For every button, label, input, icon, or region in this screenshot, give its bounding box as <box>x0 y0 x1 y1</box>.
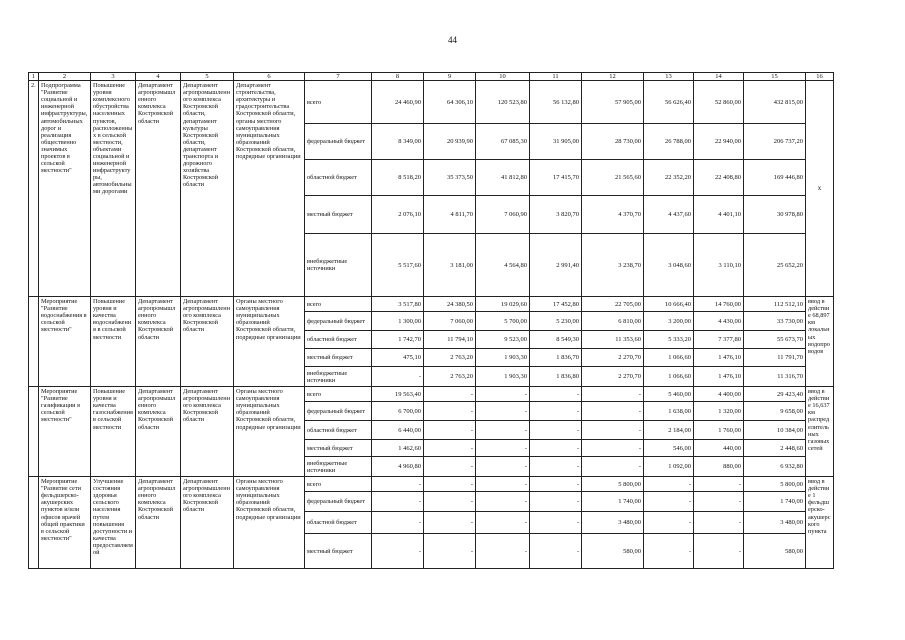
amount-cell: 31 905,00 <box>530 124 582 160</box>
funding-source: внебюджетные источники <box>305 234 372 297</box>
amount-cell: - <box>476 534 530 569</box>
co-executor: Департамент агропромышленного комплекса Костромской области, департамент культуры Костромской области, департамент транспорта и дорожного хозяйства Костромской области <box>181 81 234 297</box>
amount-cell: 2 448,60 <box>744 440 806 457</box>
amount-cell: 1 740,00 <box>744 492 806 512</box>
responsible-executor: Департамент агропромышленного комплекса Костромской области <box>136 297 181 387</box>
amount-cell: 33 730,00 <box>744 312 806 331</box>
row-number <box>29 387 39 477</box>
amount-cell: 5 800,00 <box>582 477 644 492</box>
amount-cell: 22 408,80 <box>694 160 744 196</box>
amount-cell: 580,00 <box>744 534 806 569</box>
funding-source: федеральный бюджет <box>305 124 372 160</box>
amount-cell: 10 666,40 <box>644 297 694 312</box>
amount-cell: 19 029,60 <box>476 297 530 312</box>
amount-cell: - <box>424 387 476 402</box>
amount-cell: - <box>582 421 644 440</box>
amount-cell: 67 085,30 <box>476 124 530 160</box>
participants: Органы местного самоуправления муниципальных образований Костромской области, подрядные организации <box>234 297 305 387</box>
funding-source: внебюджетные источники <box>305 367 372 387</box>
responsible-executor: Департамент агропромышленного комплекса Костромской области <box>136 81 181 297</box>
amount-cell: 30 978,80 <box>744 196 806 234</box>
amount-cell: - <box>694 512 744 534</box>
amount-cell: 2 184,00 <box>644 421 694 440</box>
amount-cell: 28 730,00 <box>582 124 644 160</box>
amount-cell: 57 905,00 <box>582 81 644 124</box>
amount-cell: 1 300,00 <box>372 312 424 331</box>
amount-cell: 4 960,80 <box>372 457 424 477</box>
amount-cell: 1 760,00 <box>694 421 744 440</box>
amount-cell: 1 066,60 <box>644 349 694 367</box>
amount-cell: 8 549,30 <box>530 331 582 349</box>
funding-source: внебюджетные источники <box>305 457 372 477</box>
amount-cell: 7 377,80 <box>694 331 744 349</box>
funding-source: федеральный бюджет <box>305 312 372 331</box>
amount-cell: - <box>530 402 582 421</box>
amount-cell: 3 480,00 <box>744 512 806 534</box>
amount-cell: 112 512,10 <box>744 297 806 312</box>
amount-cell: - <box>476 477 530 492</box>
participants: Органы местного самоуправления муниципальных образований Костромской области, подрядные организации <box>234 477 305 569</box>
amount-cell: 1 320,00 <box>694 402 744 421</box>
funding-source: местный бюджет <box>305 534 372 569</box>
amount-cell: 8 518,20 <box>372 160 424 196</box>
amount-cell: 580,00 <box>582 534 644 569</box>
amount-cell: 5 230,00 <box>530 312 582 331</box>
responsible-executor: Департамент агропромышленного комплекса Костромской области <box>136 477 181 569</box>
amount-cell: 2 763,20 <box>424 349 476 367</box>
amount-cell: 3 200,00 <box>644 312 694 331</box>
funding-source: местный бюджет <box>305 349 372 367</box>
amount-cell: 2 076,10 <box>372 196 424 234</box>
amount-cell: - <box>694 492 744 512</box>
amount-cell: 11 794,10 <box>424 331 476 349</box>
amount-cell: 5 460,00 <box>644 387 694 402</box>
amount-cell: 11 316,70 <box>744 367 806 387</box>
column-header-7: 7 <box>305 73 372 81</box>
amount-cell: 24 380,50 <box>424 297 476 312</box>
amount-cell: 52 860,00 <box>694 81 744 124</box>
amount-cell: 22 705,00 <box>582 297 644 312</box>
amount-cell: 880,00 <box>694 457 744 477</box>
row-number <box>29 297 39 387</box>
amount-cell: 22 940,00 <box>694 124 744 160</box>
program-name: Мероприятие "Развитие сети фельдшерско-акушерских пунктов и/или офисов врачей общей практики в сельской местности" <box>39 477 91 569</box>
amount-cell: 22 352,20 <box>644 160 694 196</box>
funding-source: федеральный бюджет <box>305 402 372 421</box>
header-row <box>29 73 834 81</box>
co-executor: Департамент агропромышленного комплекса Костромской области <box>181 387 234 477</box>
column-header-6: 6 <box>234 73 305 81</box>
table-row <box>29 297 834 312</box>
amount-cell: 1 740,00 <box>582 492 644 512</box>
amount-cell: 6 932,80 <box>744 457 806 477</box>
program-goal: Улучшение состояния здоровья сельского населения путем повышения доступности и качества предоставляемой <box>91 477 136 569</box>
column-header-3: 3 <box>91 73 136 81</box>
amount-cell: - <box>530 477 582 492</box>
amount-cell: 6 440,00 <box>372 421 424 440</box>
column-header-2: 2 <box>39 73 91 81</box>
amount-cell: - <box>424 457 476 477</box>
amount-cell: 1 092,00 <box>644 457 694 477</box>
amount-cell: 19 563,40 <box>372 387 424 402</box>
amount-cell: 11 353,60 <box>582 331 644 349</box>
amount-cell: - <box>476 512 530 534</box>
amount-cell: 1 462,60 <box>372 440 424 457</box>
amount-cell: 1 903,30 <box>476 349 530 367</box>
column-header-14: 14 <box>694 73 744 81</box>
participants: Департамент строительства, архитектуры и градостроительства Костромской области, органы местного самоуправления муниципальных образований Костромской области, подрядные организации <box>234 81 305 297</box>
amount-cell: 5 333,20 <box>644 331 694 349</box>
amount-cell: 3 238,70 <box>582 234 644 297</box>
funding-source: областной бюджет <box>305 512 372 534</box>
amount-cell: 546,00 <box>644 440 694 457</box>
amount-cell: 17 452,80 <box>530 297 582 312</box>
amount-cell: - <box>424 477 476 492</box>
amount-cell: - <box>530 387 582 402</box>
program-name: Мероприятие "Развитие газификации в сельской местности" <box>39 387 91 477</box>
amount-cell: - <box>530 492 582 512</box>
column-header-1: 1 <box>29 73 39 81</box>
amount-cell: 440,00 <box>694 440 744 457</box>
amount-cell: 7 060,90 <box>476 196 530 234</box>
responsible-executor: Департамент агропромышленного комплекса Костромской области <box>136 387 181 477</box>
program-goal: Повышение уровня и качества водоснабжения в сельской местности <box>91 297 136 387</box>
amount-cell: 6 810,00 <box>582 312 644 331</box>
budget-table <box>28 72 834 569</box>
amount-cell: - <box>644 534 694 569</box>
table-row <box>29 81 834 124</box>
amount-cell: 3 820,70 <box>530 196 582 234</box>
column-header-15: 15 <box>744 73 806 81</box>
amount-cell: 120 523,80 <box>476 81 530 124</box>
column-header-12: 12 <box>582 73 644 81</box>
amount-cell: - <box>582 387 644 402</box>
amount-cell: 1 476,10 <box>694 349 744 367</box>
amount-cell: 1 476,10 <box>694 367 744 387</box>
amount-cell: 21 565,60 <box>582 160 644 196</box>
amount-cell: - <box>476 402 530 421</box>
amount-cell: 169 446,80 <box>744 160 806 196</box>
row-number <box>29 477 39 569</box>
amount-cell: 4 370,70 <box>582 196 644 234</box>
funding-source: областной бюджет <box>305 160 372 196</box>
amount-cell: - <box>694 477 744 492</box>
amount-cell: 4 430,00 <box>694 312 744 331</box>
column-header-16: 16 <box>806 73 834 81</box>
amount-cell: 20 939,90 <box>424 124 476 160</box>
amount-cell: - <box>476 387 530 402</box>
amount-cell: - <box>644 477 694 492</box>
column-header-4: 4 <box>136 73 181 81</box>
amount-cell: 25 652,20 <box>744 234 806 297</box>
amount-cell: 56 132,80 <box>530 81 582 124</box>
column-header-5: 5 <box>181 73 234 81</box>
funding-source: федеральный бюджет <box>305 492 372 512</box>
funding-source: всего <box>305 297 372 312</box>
amount-cell: 2 763,20 <box>424 367 476 387</box>
amount-cell: 64 306,10 <box>424 81 476 124</box>
amount-cell: 4 811,70 <box>424 196 476 234</box>
amount-cell: - <box>582 402 644 421</box>
column-header-8: 8 <box>372 73 424 81</box>
column-header-11: 11 <box>530 73 582 81</box>
funding-source: всего <box>305 81 372 124</box>
amount-cell: 3 517,80 <box>372 297 424 312</box>
amount-cell: 4 400,00 <box>694 387 744 402</box>
amount-cell: - <box>476 440 530 457</box>
amount-cell: - <box>424 512 476 534</box>
column-header-10: 10 <box>476 73 530 81</box>
amount-cell: 56 626,40 <box>644 81 694 124</box>
amount-cell: - <box>424 440 476 457</box>
table-row <box>29 387 834 402</box>
amount-cell: 1 742,70 <box>372 331 424 349</box>
amount-cell: 3 048,60 <box>644 234 694 297</box>
amount-cell: - <box>582 440 644 457</box>
amount-cell: 11 791,70 <box>744 349 806 367</box>
funding-source: областной бюджет <box>305 331 372 349</box>
amount-cell: 24 460,90 <box>372 81 424 124</box>
expected-result: ввод в действие 16,637 км распределительных газовых сетей <box>806 387 834 477</box>
amount-cell: - <box>582 457 644 477</box>
co-executor: Департамент агропромышленного комплекса Костромской области <box>181 297 234 387</box>
amount-cell: 55 673,70 <box>744 331 806 349</box>
amount-cell: 4 401,10 <box>694 196 744 234</box>
amount-cell: 10 384,00 <box>744 421 806 440</box>
program-goal: Повышение уровня комплексного обустройства населенных пунктов, расположенных в сельской местности, объектами социальной и инженерной инфраструктуры, автомобильными дорогами <box>91 81 136 297</box>
amount-cell: 29 423,40 <box>744 387 806 402</box>
amount-cell: - <box>530 457 582 477</box>
amount-cell: 3 181,00 <box>424 234 476 297</box>
amount-cell: 41 812,80 <box>476 160 530 196</box>
amount-cell: - <box>424 421 476 440</box>
page-number: 44 <box>448 35 457 45</box>
expected-result: ввод в действие 1 фельдшерско-акушерского пункта <box>806 477 834 569</box>
amount-cell: 9 523,00 <box>476 331 530 349</box>
participants: Органы местного самоуправления муниципальных образований Костромской области, подрядные организации <box>234 387 305 477</box>
amount-cell: 3 110,10 <box>694 234 744 297</box>
amount-cell: - <box>644 512 694 534</box>
funding-source: областной бюджет <box>305 421 372 440</box>
amount-cell: 3 480,00 <box>582 512 644 534</box>
funding-source: местный бюджет <box>305 196 372 234</box>
amount-cell: - <box>424 492 476 512</box>
amount-cell: - <box>476 492 530 512</box>
amount-cell: - <box>530 421 582 440</box>
amount-cell: 35 373,50 <box>424 160 476 196</box>
expected-result: ввод в действие 68,897 км локальных водопроводов <box>806 297 834 387</box>
funding-source: всего <box>305 387 372 402</box>
amount-cell: 2 991,40 <box>530 234 582 297</box>
funding-source: всего <box>305 477 372 492</box>
amount-cell: 1 066,60 <box>644 367 694 387</box>
amount-cell: 4 564,80 <box>476 234 530 297</box>
amount-cell: 9 658,00 <box>744 402 806 421</box>
amount-cell: 2 270,70 <box>582 349 644 367</box>
amount-cell: 17 415,70 <box>530 160 582 196</box>
amount-cell: 1 836,70 <box>530 349 582 367</box>
amount-cell: 14 760,00 <box>694 297 744 312</box>
amount-cell: 7 060,00 <box>424 312 476 331</box>
table-row <box>29 477 834 492</box>
amount-cell: - <box>476 457 530 477</box>
amount-cell: 8 349,00 <box>372 124 424 160</box>
expected-result: х <box>806 81 834 297</box>
amount-cell: - <box>372 367 424 387</box>
amount-cell: 5 517,60 <box>372 234 424 297</box>
amount-cell: 432 815,00 <box>744 81 806 124</box>
amount-cell: 1 638,00 <box>644 402 694 421</box>
amount-cell: - <box>372 492 424 512</box>
amount-cell: - <box>424 402 476 421</box>
amount-cell: - <box>372 512 424 534</box>
amount-cell: - <box>644 492 694 512</box>
amount-cell: - <box>530 534 582 569</box>
program-goal: Повышение уровня и качества газоснабжения в сельской местности <box>91 387 136 477</box>
amount-cell: 26 788,00 <box>644 124 694 160</box>
amount-cell: 6 700,00 <box>372 402 424 421</box>
amount-cell: - <box>372 477 424 492</box>
amount-cell: - <box>372 534 424 569</box>
amount-cell: 5 800,00 <box>744 477 806 492</box>
program-name: Подпрограмма "Развитие социальной и инженерной инфраструктуры, автомобильных дорог и реализация общественно значимых проектов в сельской местности" <box>39 81 91 297</box>
amount-cell: 1 836,80 <box>530 367 582 387</box>
amount-cell: 206 737,20 <box>744 124 806 160</box>
amount-cell: 475,10 <box>372 349 424 367</box>
amount-cell: - <box>476 421 530 440</box>
amount-cell: - <box>530 440 582 457</box>
amount-cell: - <box>694 534 744 569</box>
funding-source: местный бюджет <box>305 440 372 457</box>
column-header-13: 13 <box>644 73 694 81</box>
amount-cell: 5 700,00 <box>476 312 530 331</box>
program-name: Мероприятие "Развитие водоснабжения в сельской местности" <box>39 297 91 387</box>
column-header-9: 9 <box>424 73 476 81</box>
co-executor: Департамент агропромышленного комплекса Костромской области <box>181 477 234 569</box>
row-number: 2. <box>29 81 39 297</box>
amount-cell: - <box>530 512 582 534</box>
amount-cell: - <box>424 534 476 569</box>
amount-cell: 2 270,70 <box>582 367 644 387</box>
amount-cell: 1 903,30 <box>476 367 530 387</box>
amount-cell: 4 437,60 <box>644 196 694 234</box>
